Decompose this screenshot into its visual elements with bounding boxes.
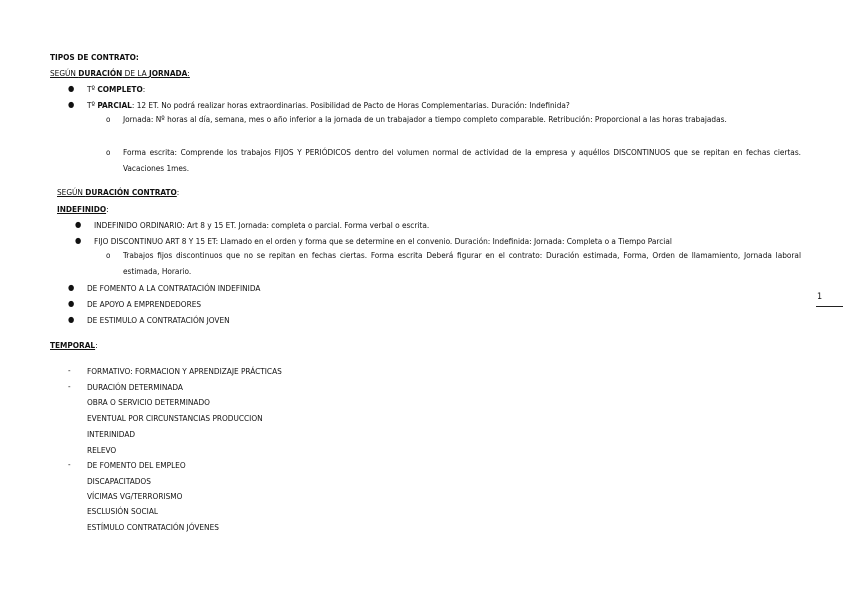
indefinido-label: INDEFINIDO [57,204,107,214]
temporal-line: INTERINIDAD [87,429,136,439]
dash-icon: - [68,460,71,469]
section-jornada-heading [50,68,190,78]
list-item-estimulo-joven: DE ESTIMULO A CONTRATACIÓN JOVEN [87,315,230,325]
completo-bold: COMPLETO [97,84,143,94]
temporal-line: VÍCIMAS VG/TERRORISMO [87,491,183,501]
document-heading: TIPOS DE CONTRATO: [50,52,139,62]
indefinido-heading [57,204,109,214]
list-item-completo [87,84,145,94]
bullet-icon: ● [75,236,82,245]
list-item-parcial [87,100,570,110]
parcial-bold: PARCIAL [97,100,132,110]
circle-bullet-icon: o [106,251,111,260]
list-item-fomento-indefinida: DE FOMENTO A LA CONTRATACIÓN INDEFINIDA [87,283,261,293]
page-number: 1 [817,292,823,302]
bullet-icon: ● [68,299,75,308]
list-item-apoyo-emprendedores: DE APOYO A EMPRENDEDORES [87,299,202,309]
parcial-subitem-forma: Forma escrita: Comprende los trabajos FIJOS Y PERIÓDICOS dentro del volumen normal de actividad de la empresa y aquéllos DISCONTINUOS que se repitan en fechas ciertas. Vacaciones 1mes. [123,147,801,173]
contrato-suffix: : [176,187,180,197]
temporal-line: DE FOMENTO DEL EMPLEO [87,460,186,470]
bullet-icon: ● [68,100,75,109]
fijo-discontinuo-subitem: Trabajos fijos discontinuos que no se repitan en fechas ciertas. Forma escrita Deberá figurar en el contrato: Duración estimada, Forma, Orden de llamamiento, Jornada laboral estimada, Horario. [123,250,801,276]
contrato-prefix: SEGÚN [57,187,86,197]
completo-suffix: : [142,84,146,94]
section-contrato-heading [57,187,179,197]
parcial-subitem-jornada: Jornada: Nº horas al día, semana, mes o año inferior a la jornada de un trabajador a tiempo completo comparable. Retribución: Proporcional a las horas trabajadas. [123,114,727,124]
temporal-line: DURACIÓN DETERMINADA [87,382,183,392]
temporal-line: DISCAPACITADOS [87,476,151,486]
circle-bullet-icon: o [106,115,111,124]
temporal-label: TEMPORAL [50,340,96,350]
jornada-suffix: : [187,68,190,78]
bullet-icon: ● [68,84,75,93]
completo-prefix: Tº [87,84,98,94]
dash-icon: - [68,382,71,391]
list-item-indefinido-ordinario: INDEFINIDO ORDINARIO: Art 8 y 15 ET. Jornada: completa o parcial. Forma verbal o escrita. [94,220,430,230]
bullet-icon: ● [68,315,75,324]
parcial-prefix: Tº [87,100,98,110]
dash-icon: - [68,366,71,375]
list-item-fijo-discontinuo: FIJO DISCONTINUO ART 8 Y 15 ET: Llamado en el orden y forma que se determine en el convenio. Duración: Indefinida: Jornada: Completa o a Tiempo Parcial [94,236,672,246]
temporal-line: ESTÍMULO CONTRATACIÓN JÓVENES [87,522,219,532]
indefinido-suffix: : [106,204,109,214]
temporal-line: FORMATIVO: FORMACION Y APRENDIZAJE PRÁCTICAS [87,366,282,376]
bullet-icon: ● [68,283,75,292]
bullet-icon: ● [75,220,82,229]
jornada-mid: DE LA [122,68,149,78]
temporal-line: ESCLUSIÓN SOCIAL [87,506,158,516]
jornada-bold-jornada: JORNADA [149,68,188,78]
temporal-line: RELEVO [87,445,117,455]
temporal-line: EVENTUAL POR CIRCUNSTANCIAS PRODUCCION [87,413,263,423]
temporal-line: OBRA O SERVICIO DETERMINADO [87,397,210,407]
temporal-suffix: : [95,340,98,350]
jornada-prefix: SEGÚN [50,68,79,78]
circle-bullet-icon: o [106,148,111,157]
jornada-bold-duracion: DURACIÓN [78,68,123,78]
contrato-bold: DURACIÓN CONTRATO [85,187,177,197]
parcial-text: : 12 ET. No podrá realizar horas extraordinarias. Posibilidad de Pacto de Horas Complementarias. Duración: Indefinida? [131,100,570,110]
temporal-heading [50,340,98,350]
page-number-rule [816,306,843,307]
